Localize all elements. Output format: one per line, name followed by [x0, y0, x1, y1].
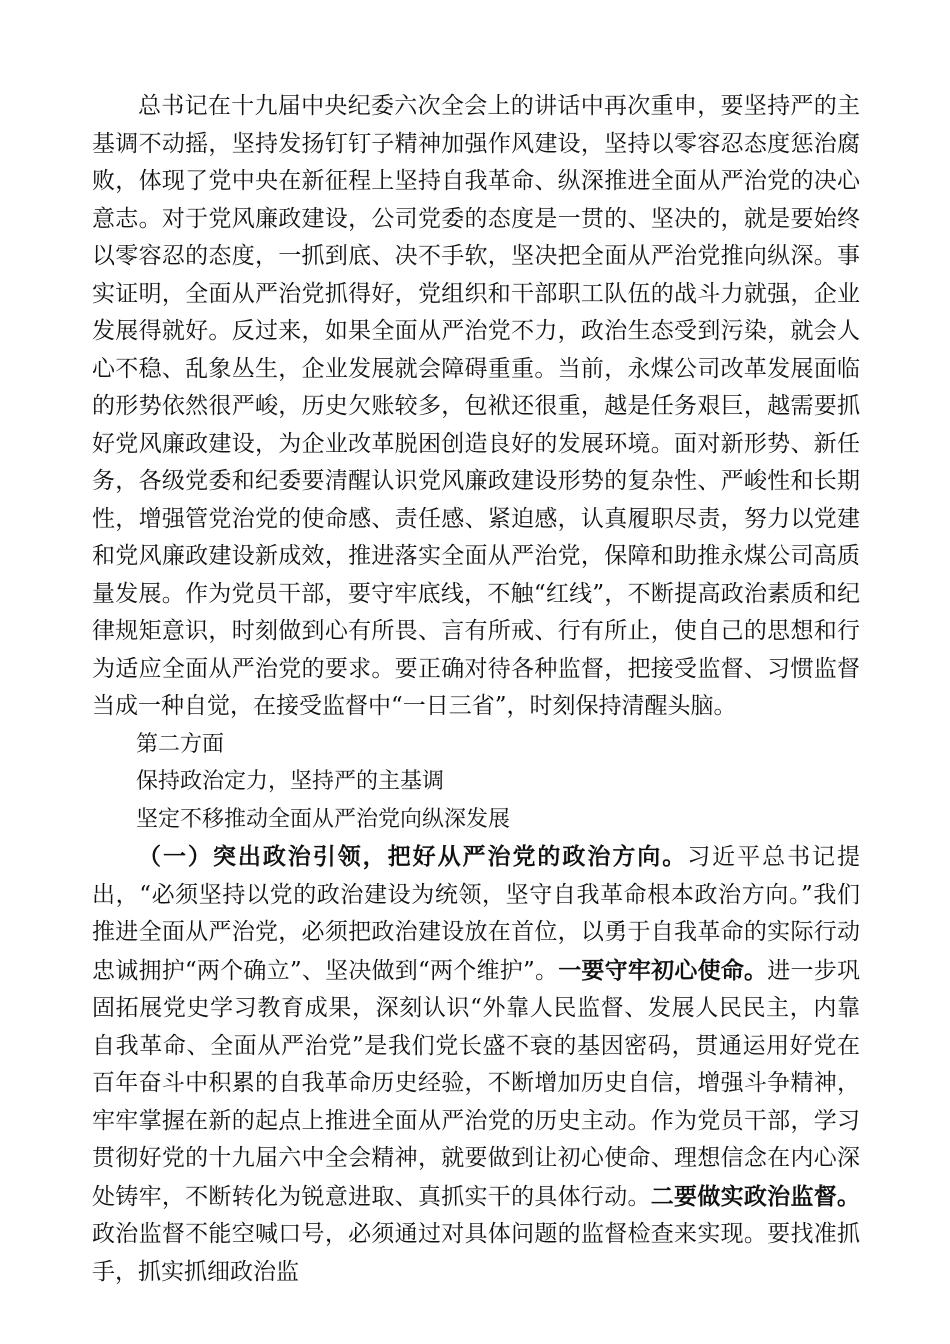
body-paragraph-political-guidance: [92, 838, 860, 1291]
paragraph-text-3: 政治监督不能空喊口号，必须通过对具体问题的监督检查来实现。要找准抓手，抓实抓细政治监: [92, 1221, 860, 1285]
paragraph-text-2: 进一步巩固拓展党史学习教育成果，深刻认识“外靠人民监督、发展人民民主，内靠自我革命、全面从严治党”是我们党长盛不衰的基因密码，贯通运用好党在百年奋斗中积累的自我革命历史经验，不断增加历史自信，增强斗争精神，牢牢掌握在新的起点上推进全面从严治党的历史主动。作为党员干部，学习贯彻好党的十九届六中全会精神，就要做到让初心使命、理想信念在内心深处铸牢，不断转化为锐意进取、真抓实干的具体行动。: [92, 957, 860, 1210]
point-heading-1: 一要守牢初心使命。: [558, 956, 768, 984]
section-label: 第二方面: [136, 731, 225, 757]
paragraph-text-1: 习近平总书记提出，“必须坚持以党的政治建设为统领，坚守自我革命根本政治方向。”我们推进全面从严治党，必须把政治建设放在首位，以勇于自我革命的实际行动忠诚拥护“两个确立”、坚决做到“两个维护”。: [92, 844, 861, 984]
body-paragraph: 总书记在十九届中央纪委六次全会上的讲话中再次重申，要坚持严的主基调不动摇，坚持发扬钉钉子精神加强作风建设，坚持以零容忍态度惩治腐败，体现了党中央在新征程上坚持自我革命、纵深推进全面从严治党的决心意志。对于党风廉政建设，公司党委的态度是一贯的、坚决的，就是要始终以零容忍的态度，一抓到底、决不手软，坚决把全面从严治党推向纵深。事实证明，全面从严治党抓得好，党组织和干部职工队伍的战斗力就强，企业发展得就好。反过来，如果全面从严治党不力，政治生态受到污染，就会人心不稳、乱象丛生，企业发展就会障碍重重。当前，永煤公司改革发展面临的形势依然很严峻，历史欠账较多，包袱还很重，越是任务艰巨，越需要抓好党风廉政建设，为企业改革脱困创造良好的发展环境。面对新形势、新任务，各级党委和纪委要清醒认识党风廉政建设形势的复杂性、严峻性和长期性，增强管党治党的使命感、责任感、紧迫感，认真履职尽责，努力以党建和党风廉政建设新成效，推进落实全面从严治党，保障和助推永煤公司高质量发展。作为党员干部，要守牢底线，不触“红线”，不断提高政治素质和纪律规矩意识，时刻做到心有所畏、言有所戒、行有所止，使自己的思想和行为适应全面从严治党的要求。要正确对待各种监督，把接受监督、习惯监督当成一种自觉，在接受监督中“一日三省”，时刻保持清醒头脑。: [92, 93, 860, 719]
document-page: [92, 88, 860, 1291]
point-heading-2: 二要做实政治监督。: [650, 1182, 860, 1210]
subsection-heading-1: （一）突出政治引领，把好从严治党的政治方向。: [138, 843, 688, 870]
section-title-line-2: 坚定不移推动全面从严治党向纵深发展: [136, 806, 511, 832]
section-title-line-1: 保持政治定力，坚持严的主基调: [136, 769, 445, 794]
